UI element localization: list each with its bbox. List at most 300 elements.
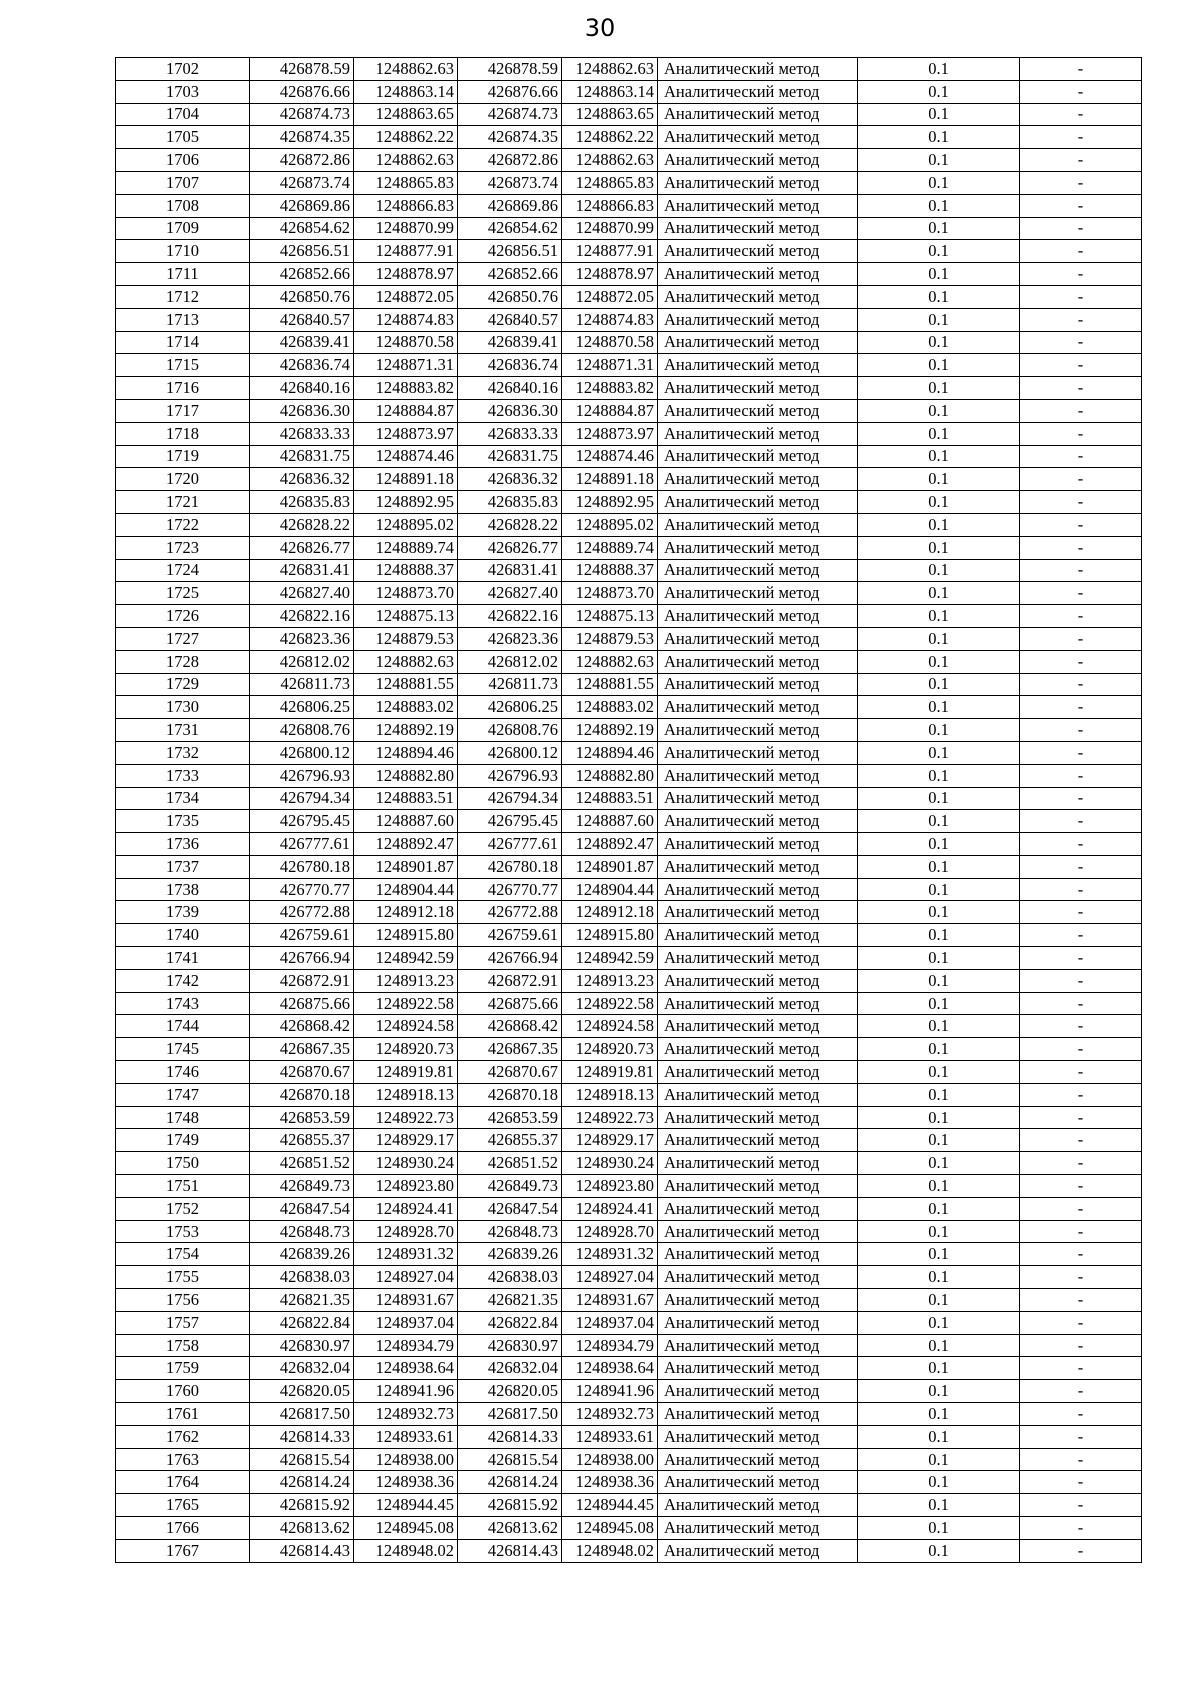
point-number-cell: 1763 [116,1448,250,1471]
table-row [116,855,1142,878]
description-cell: - [1020,605,1142,628]
x-existing-cell: 426832.04 [250,1357,354,1380]
method-cell: Аналитический метод [658,194,858,217]
accuracy-cell: 0.1 [858,513,1020,536]
accuracy-cell: 0.1 [858,1152,1020,1175]
y-new-cell: 1248863.65 [562,103,658,126]
method-cell: Аналитический метод [658,536,858,559]
point-number-cell: 1760 [116,1380,250,1403]
x-new-cell: 426833.33 [458,422,562,445]
description-cell: - [1020,331,1142,354]
accuracy-cell: 0.1 [858,1266,1020,1289]
point-number-cell: 1717 [116,399,250,422]
x-new-cell: 426772.88 [458,901,562,924]
description-cell: - [1020,1015,1142,1038]
y-existing-cell: 1248891.18 [354,468,458,491]
method-cell: Аналитический метод [658,901,858,924]
accuracy-cell: 0.1 [858,878,1020,901]
description-cell: - [1020,126,1142,149]
description-cell: - [1020,787,1142,810]
x-existing-cell: 426820.05 [250,1380,354,1403]
x-new-cell: 426855.37 [458,1129,562,1152]
y-existing-cell: 1248870.58 [354,331,458,354]
point-number-cell: 1724 [116,559,250,582]
description-cell: - [1020,1403,1142,1426]
y-existing-cell: 1248938.64 [354,1357,458,1380]
description-cell: - [1020,491,1142,514]
x-existing-cell: 426848.73 [250,1220,354,1243]
y-existing-cell: 1248922.58 [354,992,458,1015]
y-new-cell: 1248870.58 [562,331,658,354]
x-existing-cell: 426766.94 [250,947,354,970]
description-cell: - [1020,901,1142,924]
point-number-cell: 1702 [116,58,250,81]
table-row [116,149,1142,172]
table-row [116,308,1142,331]
y-existing-cell: 1248938.00 [354,1448,458,1471]
method-cell: Аналитический метод [658,468,858,491]
method-cell: Аналитический метод [658,1334,858,1357]
accuracy-cell: 0.1 [858,1015,1020,1038]
point-number-cell: 1743 [116,992,250,1015]
y-new-cell: 1248882.63 [562,650,658,673]
description-cell: - [1020,240,1142,263]
method-cell: Аналитический метод [658,377,858,400]
x-existing-cell: 426867.35 [250,1038,354,1061]
point-number-cell: 1722 [116,513,250,536]
x-new-cell: 426832.04 [458,1357,562,1380]
x-new-cell: 426874.73 [458,103,562,126]
accuracy-cell: 0.1 [858,217,1020,240]
point-number-cell: 1753 [116,1220,250,1243]
table-row [116,1152,1142,1175]
description-cell: - [1020,149,1142,172]
y-existing-cell: 1248944.45 [354,1494,458,1517]
point-number-cell: 1766 [116,1517,250,1540]
x-existing-cell: 426831.41 [250,559,354,582]
description-cell: - [1020,1289,1142,1312]
x-new-cell: 426815.92 [458,1494,562,1517]
x-existing-cell: 426796.93 [250,764,354,787]
table-row [116,1083,1142,1106]
accuracy-cell: 0.1 [858,947,1020,970]
point-number-cell: 1708 [116,194,250,217]
accuracy-cell: 0.1 [858,536,1020,559]
accuracy-cell: 0.1 [858,1539,1020,1562]
y-new-cell: 1248871.31 [562,354,658,377]
y-existing-cell: 1248923.80 [354,1175,458,1198]
method-cell: Аналитический метод [658,80,858,103]
method-cell: Аналитический метод [658,354,858,377]
x-new-cell: 426875.66 [458,992,562,1015]
y-new-cell: 1248894.46 [562,741,658,764]
y-new-cell: 1248873.97 [562,422,658,445]
description-cell: - [1020,627,1142,650]
table-row [116,1334,1142,1357]
method-cell: Аналитический метод [658,741,858,764]
y-new-cell: 1248862.63 [562,58,658,81]
y-existing-cell: 1248866.83 [354,194,458,217]
y-existing-cell: 1248862.22 [354,126,458,149]
description-cell: - [1020,422,1142,445]
x-existing-cell: 426822.84 [250,1311,354,1334]
y-existing-cell: 1248904.44 [354,878,458,901]
x-new-cell: 426814.43 [458,1539,562,1562]
x-existing-cell: 426815.54 [250,1448,354,1471]
x-new-cell: 426827.40 [458,582,562,605]
y-new-cell: 1248889.74 [562,536,658,559]
table-row [116,810,1142,833]
description-cell: - [1020,764,1142,787]
y-new-cell: 1248874.46 [562,445,658,468]
description-cell: - [1020,399,1142,422]
y-existing-cell: 1248928.70 [354,1220,458,1243]
description-cell: - [1020,1266,1142,1289]
accuracy-cell: 0.1 [858,833,1020,856]
point-number-cell: 1703 [116,80,250,103]
x-new-cell: 426849.73 [458,1175,562,1198]
method-cell: Аналитический метод [658,833,858,856]
x-existing-cell: 426838.03 [250,1266,354,1289]
x-new-cell: 426812.02 [458,650,562,673]
x-new-cell: 426848.73 [458,1220,562,1243]
point-number-cell: 1728 [116,650,250,673]
table-row [116,1061,1142,1084]
point-number-cell: 1755 [116,1266,250,1289]
method-cell: Аналитический метод [658,491,858,514]
accuracy-cell: 0.1 [858,58,1020,81]
accuracy-cell: 0.1 [858,741,1020,764]
y-new-cell: 1248934.79 [562,1334,658,1357]
table-row [116,787,1142,810]
point-number-cell: 1758 [116,1334,250,1357]
description-cell: - [1020,673,1142,696]
x-existing-cell: 426808.76 [250,719,354,742]
method-cell: Аналитический метод [658,1083,858,1106]
x-new-cell: 426878.59 [458,58,562,81]
y-new-cell: 1248862.22 [562,126,658,149]
accuracy-cell: 0.1 [858,627,1020,650]
x-new-cell: 426794.34 [458,787,562,810]
point-number-cell: 1705 [116,126,250,149]
x-existing-cell: 426847.54 [250,1197,354,1220]
x-existing-cell: 426813.62 [250,1517,354,1540]
method-cell: Аналитический метод [658,1380,858,1403]
description-cell: - [1020,1129,1142,1152]
point-number-cell: 1757 [116,1311,250,1334]
method-cell: Аналитический метод [658,399,858,422]
y-new-cell: 1248901.87 [562,855,658,878]
x-existing-cell: 426873.74 [250,171,354,194]
description-cell: - [1020,1220,1142,1243]
description-cell: - [1020,1152,1142,1175]
accuracy-cell: 0.1 [858,696,1020,719]
y-new-cell: 1248933.61 [562,1425,658,1448]
table-row [116,1517,1142,1540]
description-cell: - [1020,80,1142,103]
point-number-cell: 1709 [116,217,250,240]
method-cell: Аналитический метод [658,787,858,810]
y-new-cell: 1248928.70 [562,1220,658,1243]
method-cell: Аналитический метод [658,1129,858,1152]
point-number-cell: 1741 [116,947,250,970]
method-cell: Аналитический метод [658,1038,858,1061]
y-existing-cell: 1248929.17 [354,1129,458,1152]
x-new-cell: 426868.42 [458,1015,562,1038]
table-row [116,992,1142,1015]
x-existing-cell: 426839.26 [250,1243,354,1266]
method-cell: Аналитический метод [658,308,858,331]
table-row [116,1015,1142,1038]
table-row [116,217,1142,240]
description-cell: - [1020,308,1142,331]
x-new-cell: 426850.76 [458,285,562,308]
table-row [116,513,1142,536]
x-new-cell: 426836.74 [458,354,562,377]
x-existing-cell: 426852.66 [250,263,354,286]
x-new-cell: 426831.75 [458,445,562,468]
description-cell: - [1020,354,1142,377]
accuracy-cell: 0.1 [858,605,1020,628]
accuracy-cell: 0.1 [858,582,1020,605]
point-number-cell: 1751 [116,1175,250,1198]
point-number-cell: 1746 [116,1061,250,1084]
method-cell: Аналитический метод [658,1266,858,1289]
x-existing-cell: 426822.16 [250,605,354,628]
x-new-cell: 426839.26 [458,1243,562,1266]
description-cell: - [1020,1471,1142,1494]
x-existing-cell: 426795.45 [250,810,354,833]
accuracy-cell: 0.1 [858,194,1020,217]
accuracy-cell: 0.1 [858,1494,1020,1517]
x-existing-cell: 426817.50 [250,1403,354,1426]
y-existing-cell: 1248892.47 [354,833,458,856]
method-cell: Аналитический метод [658,285,858,308]
point-number-cell: 1734 [116,787,250,810]
x-new-cell: 426870.18 [458,1083,562,1106]
point-number-cell: 1738 [116,878,250,901]
y-existing-cell: 1248948.02 [354,1539,458,1562]
description-cell: - [1020,924,1142,947]
x-existing-cell: 426814.24 [250,1471,354,1494]
point-number-cell: 1716 [116,377,250,400]
description-cell: - [1020,650,1142,673]
x-new-cell: 426873.74 [458,171,562,194]
x-new-cell: 426813.62 [458,1517,562,1540]
x-existing-cell: 426869.86 [250,194,354,217]
method-cell: Аналитический метод [658,627,858,650]
x-new-cell: 426823.36 [458,627,562,650]
x-existing-cell: 426855.37 [250,1129,354,1152]
description-cell: - [1020,1334,1142,1357]
method-cell: Аналитический метод [658,582,858,605]
y-new-cell: 1248865.83 [562,171,658,194]
y-existing-cell: 1248883.82 [354,377,458,400]
accuracy-cell: 0.1 [858,1380,1020,1403]
table-body [116,58,1142,1563]
accuracy-cell: 0.1 [858,1083,1020,1106]
point-number-cell: 1749 [116,1129,250,1152]
y-existing-cell: 1248870.99 [354,217,458,240]
x-new-cell: 426840.57 [458,308,562,331]
description-cell: - [1020,58,1142,81]
y-existing-cell: 1248883.02 [354,696,458,719]
accuracy-cell: 0.1 [858,650,1020,673]
table-row [116,924,1142,947]
y-existing-cell: 1248882.80 [354,764,458,787]
y-new-cell: 1248877.91 [562,240,658,263]
accuracy-cell: 0.1 [858,1471,1020,1494]
y-existing-cell: 1248912.18 [354,901,458,924]
x-existing-cell: 426878.59 [250,58,354,81]
x-existing-cell: 426806.25 [250,696,354,719]
y-existing-cell: 1248931.67 [354,1289,458,1312]
table-row [116,878,1142,901]
y-new-cell: 1248873.70 [562,582,658,605]
accuracy-cell: 0.1 [858,559,1020,582]
description-cell: - [1020,992,1142,1015]
x-new-cell: 426853.59 [458,1106,562,1129]
method-cell: Аналитический метод [658,1152,858,1175]
x-new-cell: 426851.52 [458,1152,562,1175]
y-existing-cell: 1248871.31 [354,354,458,377]
x-existing-cell: 426876.66 [250,80,354,103]
point-number-cell: 1712 [116,285,250,308]
description-cell: - [1020,947,1142,970]
table-row [116,263,1142,286]
description-cell: - [1020,1197,1142,1220]
table-row [116,331,1142,354]
description-cell: - [1020,1243,1142,1266]
y-existing-cell: 1248862.63 [354,58,458,81]
y-new-cell: 1248904.44 [562,878,658,901]
point-number-cell: 1735 [116,810,250,833]
x-new-cell: 426826.77 [458,536,562,559]
table-row [116,377,1142,400]
x-new-cell: 426770.77 [458,878,562,901]
method-cell: Аналитический метод [658,1448,858,1471]
y-existing-cell: 1248872.05 [354,285,458,308]
y-existing-cell: 1248937.04 [354,1311,458,1334]
y-new-cell: 1248913.23 [562,969,658,992]
y-new-cell: 1248883.02 [562,696,658,719]
y-existing-cell: 1248938.36 [354,1471,458,1494]
method-cell: Аналитический метод [658,1311,858,1334]
table-row [116,1448,1142,1471]
x-existing-cell: 426772.88 [250,901,354,924]
x-new-cell: 426766.94 [458,947,562,970]
y-existing-cell: 1248901.87 [354,855,458,878]
y-existing-cell: 1248892.95 [354,491,458,514]
y-new-cell: 1248881.55 [562,673,658,696]
y-existing-cell: 1248930.24 [354,1152,458,1175]
accuracy-cell: 0.1 [858,855,1020,878]
accuracy-cell: 0.1 [858,719,1020,742]
y-existing-cell: 1248887.60 [354,810,458,833]
point-number-cell: 1732 [116,741,250,764]
accuracy-cell: 0.1 [858,103,1020,126]
table-row [116,445,1142,468]
x-new-cell: 426814.33 [458,1425,562,1448]
accuracy-cell: 0.1 [858,1289,1020,1312]
x-existing-cell: 426835.83 [250,491,354,514]
method-cell: Аналитический метод [658,126,858,149]
point-number-cell: 1748 [116,1106,250,1129]
table-row [116,969,1142,992]
x-existing-cell: 426836.32 [250,468,354,491]
method-cell: Аналитический метод [658,240,858,263]
point-number-cell: 1740 [116,924,250,947]
point-number-cell: 1713 [116,308,250,331]
description-cell: - [1020,194,1142,217]
table-row [116,422,1142,445]
y-existing-cell: 1248863.65 [354,103,458,126]
description-cell: - [1020,285,1142,308]
point-number-cell: 1719 [116,445,250,468]
table-row [116,126,1142,149]
method-cell: Аналитический метод [658,696,858,719]
accuracy-cell: 0.1 [858,1061,1020,1084]
y-new-cell: 1248892.47 [562,833,658,856]
description-cell: - [1020,263,1142,286]
method-cell: Аналитический метод [658,1289,858,1312]
x-existing-cell: 426868.42 [250,1015,354,1038]
y-new-cell: 1248882.80 [562,764,658,787]
y-new-cell: 1248879.53 [562,627,658,650]
point-number-cell: 1714 [116,331,250,354]
table-row [116,901,1142,924]
page-number: 30 [584,14,616,42]
table-row [116,1243,1142,1266]
x-new-cell: 426869.86 [458,194,562,217]
table-row [116,1106,1142,1129]
point-number-cell: 1707 [116,171,250,194]
method-cell: Аналитический метод [658,855,858,878]
table-row [116,582,1142,605]
table-row [116,1357,1142,1380]
y-new-cell: 1248932.73 [562,1403,658,1426]
description-cell: - [1020,377,1142,400]
y-new-cell: 1248862.63 [562,149,658,172]
y-existing-cell: 1248924.58 [354,1015,458,1038]
description-cell: - [1020,1539,1142,1562]
point-number-cell: 1704 [116,103,250,126]
point-number-cell: 1739 [116,901,250,924]
method-cell: Аналитический метод [658,422,858,445]
x-existing-cell: 426814.43 [250,1539,354,1562]
point-number-cell: 1765 [116,1494,250,1517]
x-existing-cell: 426814.33 [250,1425,354,1448]
accuracy-cell: 0.1 [858,1243,1020,1266]
x-new-cell: 426815.54 [458,1448,562,1471]
method-cell: Аналитический метод [658,1425,858,1448]
method-cell: Аналитический метод [658,764,858,787]
x-new-cell: 426820.05 [458,1380,562,1403]
method-cell: Аналитический метод [658,650,858,673]
y-new-cell: 1248924.41 [562,1197,658,1220]
table-row [116,1266,1142,1289]
x-existing-cell: 426854.62 [250,217,354,240]
accuracy-cell: 0.1 [858,1517,1020,1540]
point-number-cell: 1736 [116,833,250,856]
table-row [116,1129,1142,1152]
x-new-cell: 426828.22 [458,513,562,536]
accuracy-cell: 0.1 [858,969,1020,992]
description-cell: - [1020,171,1142,194]
description-cell: - [1020,1494,1142,1517]
point-number-cell: 1750 [116,1152,250,1175]
point-number-cell: 1723 [116,536,250,559]
